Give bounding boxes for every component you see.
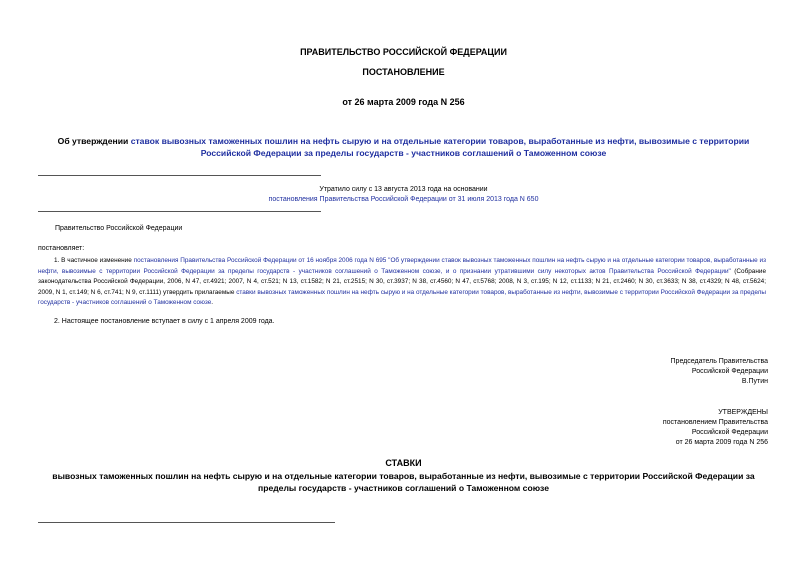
approved-country: Российской Федерации xyxy=(691,429,768,436)
repeal-notice xyxy=(220,185,587,205)
divider xyxy=(38,522,335,523)
rates-subtitle-line-2: пределы государств - участников соглашений о Таможенном союзе xyxy=(258,483,549,493)
rates-link[interactable]: ставки вывозных таможенных пошлин на нефть сырую и на отдельные категории товаров, выработанные из нефти, вывозимые с территории Российской Федерации за пределы государств - участников соглашений о Таможенном союзе xyxy=(38,288,766,307)
amended-decree-link[interactable]: постановления Правительства Российской Федерации от 16 ноября 2006 года N 695 "Об утверждении ставок вывозных таможенных пошлин на нефть сырую и на отдельные категории товаров, выработанные из нефти, вывозимые с территории Российской Федерации за пределы государств - участников соглашений о Таможенном союзе, и о признании утратившими силу некоторых актов Правительства Российской Федерации" xyxy=(38,257,766,275)
decrees-label: постановляет: xyxy=(38,245,85,252)
rates-subtitle-line-1: вывозных таможенных пошлин на нефть сырую и на отдельные категории товаров, выработанные из нефти, вывозимые с территории Российской Федерации за xyxy=(52,471,755,481)
document-type: ПОСТАНОВЛЕНИЕ xyxy=(362,67,445,77)
paragraph-1 xyxy=(38,256,766,309)
approved-date: от 26 марта 2009 года N 256 xyxy=(675,439,768,446)
document-title xyxy=(20,135,787,159)
government-header: ПРАВИТЕЛЬСТВО РОССИЙСКОЙ ФЕДЕРАЦИИ xyxy=(300,47,507,57)
paragraph-1-middle: (Собрание законодательства Российской Федерации, 2006, N 47, ст.4921; 2007, N 4, ст.521; N 13, ст.1582; N 21, ст.2515; N 30, ст.3937; N 38, ст.4560; N 47, ст.5768; 2008, N 3, ст.195; N 12, ст.1133; N 21, ст.2460; N 30, ст.3633; N 38, ст.4329; N 48, ст.5624; 2009, N 1, ст.149; N 6, ст.741; N 9, ст.1111) утвердить прилагаемые xyxy=(38,267,766,296)
title-link-continued[interactable]: Российской Федерации за пределы государств - участников соглашений о Таможенном союзе xyxy=(200,148,607,158)
divider xyxy=(38,211,321,212)
divider xyxy=(38,175,321,176)
signature-name: В.Путин xyxy=(741,378,768,385)
title-prefix: Об утверждении xyxy=(57,136,131,146)
signature-block xyxy=(548,357,768,387)
approved-block xyxy=(548,408,768,448)
paragraph-1-start: 1. В частичное изменение xyxy=(54,257,134,264)
paragraph-1-end: . xyxy=(211,299,214,307)
repeal-notice-link[interactable]: постановления Правительства Российской Федерации от 31 июля 2013 года N 650 xyxy=(268,196,539,203)
rates-heading: СТАВКИ xyxy=(385,458,422,468)
document-date-number: от 26 марта 2009 года N 256 xyxy=(342,97,465,107)
signature-position: Председатель Правительства xyxy=(670,358,768,365)
signature-country: Российской Федерации xyxy=(691,368,768,375)
title-link[interactable]: ставок вывозных таможенных пошлин на нефть сырую и на отдельные категории товаров, выработанные из нефти, вывозимые с территории xyxy=(130,136,750,146)
approved-label: УТВЕРЖДЕНЫ xyxy=(718,409,768,416)
approved-by: постановлением Правительства xyxy=(662,419,768,426)
paragraph-2: 2. Настоящее постановление вступает в силу с 1 апреля 2009 года. xyxy=(54,318,275,325)
government-label: Правительство Российской Федерации xyxy=(55,225,183,232)
repeal-notice-text: Утратило силу с 13 августа 2013 года на основании xyxy=(319,186,488,193)
rates-subtitle xyxy=(20,470,787,494)
